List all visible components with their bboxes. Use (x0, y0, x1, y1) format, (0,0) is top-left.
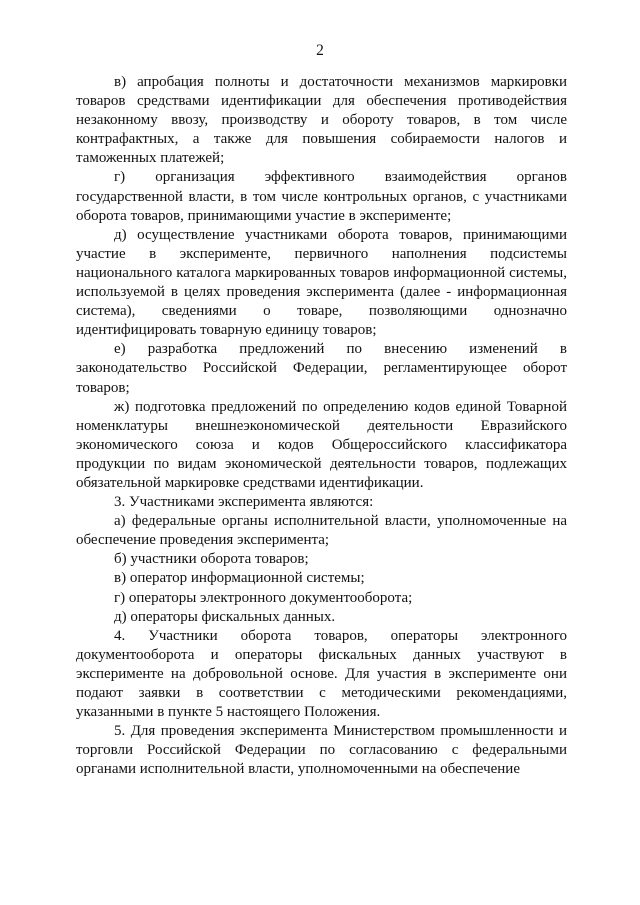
paragraph-section-4: 4. Участники оборота товаров, операторы электронного документооборота и операторы фискальных данных участвуют в эксперименте на добровольной основе. Для участия в эксперименте они подают заявки в соответствии с методическими рекомендациями, указанными в пункте 5 настоящего Положения. (76, 627, 567, 721)
paragraph-section-3-a: а) федеральные органы исполнительной власти, уполномоченные на обеспечение проведения эксперимента; (76, 513, 567, 549)
paragraph-item-g: г) организация эффективного взаимодействия органов государственной власти, в том числе контрольных органов, с участниками оборота товаров, принимающими участие в эксперименте; (76, 169, 567, 224)
document-body (76, 73, 567, 779)
paragraph-section-3-g: г) операторы электронного документооборота; (114, 589, 413, 606)
paragraph-item-d: д) осуществление участниками оборота товаров, принимающими участие в эксперименте, первичного наполнения подсистемы национального каталога маркированных товаров информационной системы, используемой в целях проведения эксперимента (далее - информационная система), сведениями о товаре, позволяющими однозначно идентифицировать товарную единицу товаров; (76, 226, 567, 339)
paragraph-section-5: 5. Для проведения эксперимента Министерством промышленности и торговли Российской Федерации по согласованию с федеральными органами исполнительной власти, уполномоченными на обеспечение (76, 723, 567, 778)
page-number: 2 (316, 42, 324, 59)
paragraph-section-3-b: б) участники оборота товаров; (114, 551, 309, 568)
paragraph-section-3-v: в) оператор информационной системы; (114, 570, 365, 587)
paragraph-section-3-d: д) операторы фискальных данных. (114, 608, 336, 625)
paragraph-section-3: 3. Участниками эксперимента являются: (114, 494, 374, 511)
paragraph-item-zh: ж) подготовка предложений по определению кодов единой Товарной номенклатуры внешнеэкономической деятельности Евразийского экономического союза и кодов Общероссийского классификатора продукции по видам экономической деятельности товаров, подлежащих обязательной маркировке средствами идентификации. (76, 398, 567, 491)
paragraph-item-e: е) разработка предложений по внесению изменений в законодательство Российской Федерации, регламентирующее оборот товаров; (76, 341, 567, 396)
paragraph-item-v: в) апробация полноты и достаточности механизмов маркировки товаров средствами идентификации для обеспечения противодействия незаконному ввозу, производству и обороту товаров, в том числе контрафактных, а также для повышения собираемости налогов и таможенных платежей; (76, 74, 567, 167)
